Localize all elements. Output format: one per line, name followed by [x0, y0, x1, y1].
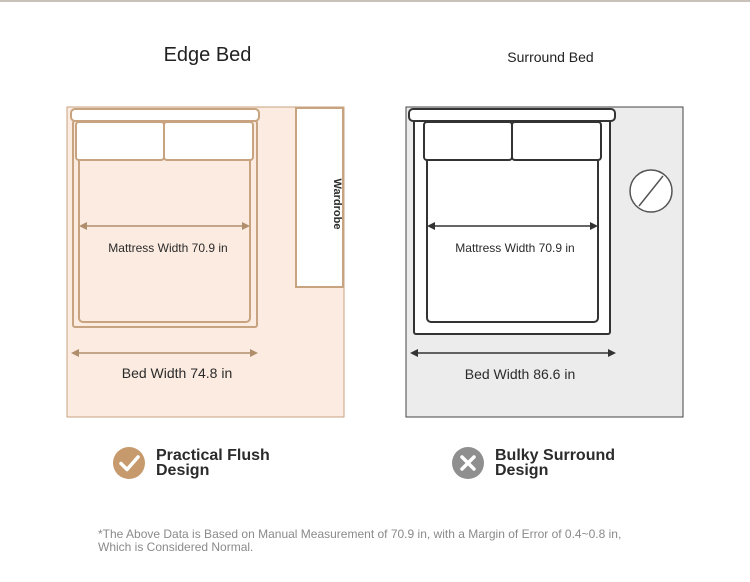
- edge-pillow-right: [164, 122, 253, 160]
- wardrobe-label: Wardrobe: [331, 178, 343, 230]
- surround-bed-title: Surround Bed: [507, 49, 594, 65]
- top-divider: [0, 0, 750, 2]
- edge-verdict: [112, 446, 270, 480]
- edge-bed-diagram: [60, 100, 352, 420]
- nightstand-icon: [630, 170, 672, 212]
- edge-headboard: [71, 109, 259, 121]
- surround-verdict-line1: Bulky Surround: [495, 447, 616, 464]
- surround-mattress-label: Mattress Width 70.9 in: [455, 241, 575, 255]
- footnote-line2: Which is Considered Normal.: [98, 540, 254, 554]
- surround-verdict-text: [495, 448, 615, 478]
- surround-bed-diagram: [398, 100, 690, 420]
- surround-verdict-line2: Design: [495, 462, 549, 479]
- surround-bed-width-label: Bed Width 86.6 in: [464, 366, 576, 382]
- cross-icon: [451, 446, 485, 480]
- surround-headboard: [409, 109, 615, 121]
- edge-verdict-text: [156, 448, 270, 478]
- footnote-line1: *The Above Data is Based on Manual Measurement of 70.9 in, with a Margin of Error of 0.4~0.8 in,: [98, 527, 622, 541]
- check-icon: [112, 446, 146, 480]
- edge-bed-title: Edge Bed: [163, 44, 252, 66]
- surround-pillow-left: [424, 122, 512, 160]
- edge-bed-width-label: Bed Width 74.8 in: [121, 365, 233, 381]
- measurement-footnote: [98, 528, 658, 554]
- edge-verdict-line2: Design: [156, 462, 210, 479]
- edge-mattress-label: Mattress Width 70.9 in: [108, 241, 228, 255]
- edge-verdict-line1: Practical Flush: [156, 447, 270, 464]
- surround-pillow-right: [512, 122, 601, 160]
- edge-pillow-left: [76, 122, 164, 160]
- surround-verdict: [451, 446, 615, 480]
